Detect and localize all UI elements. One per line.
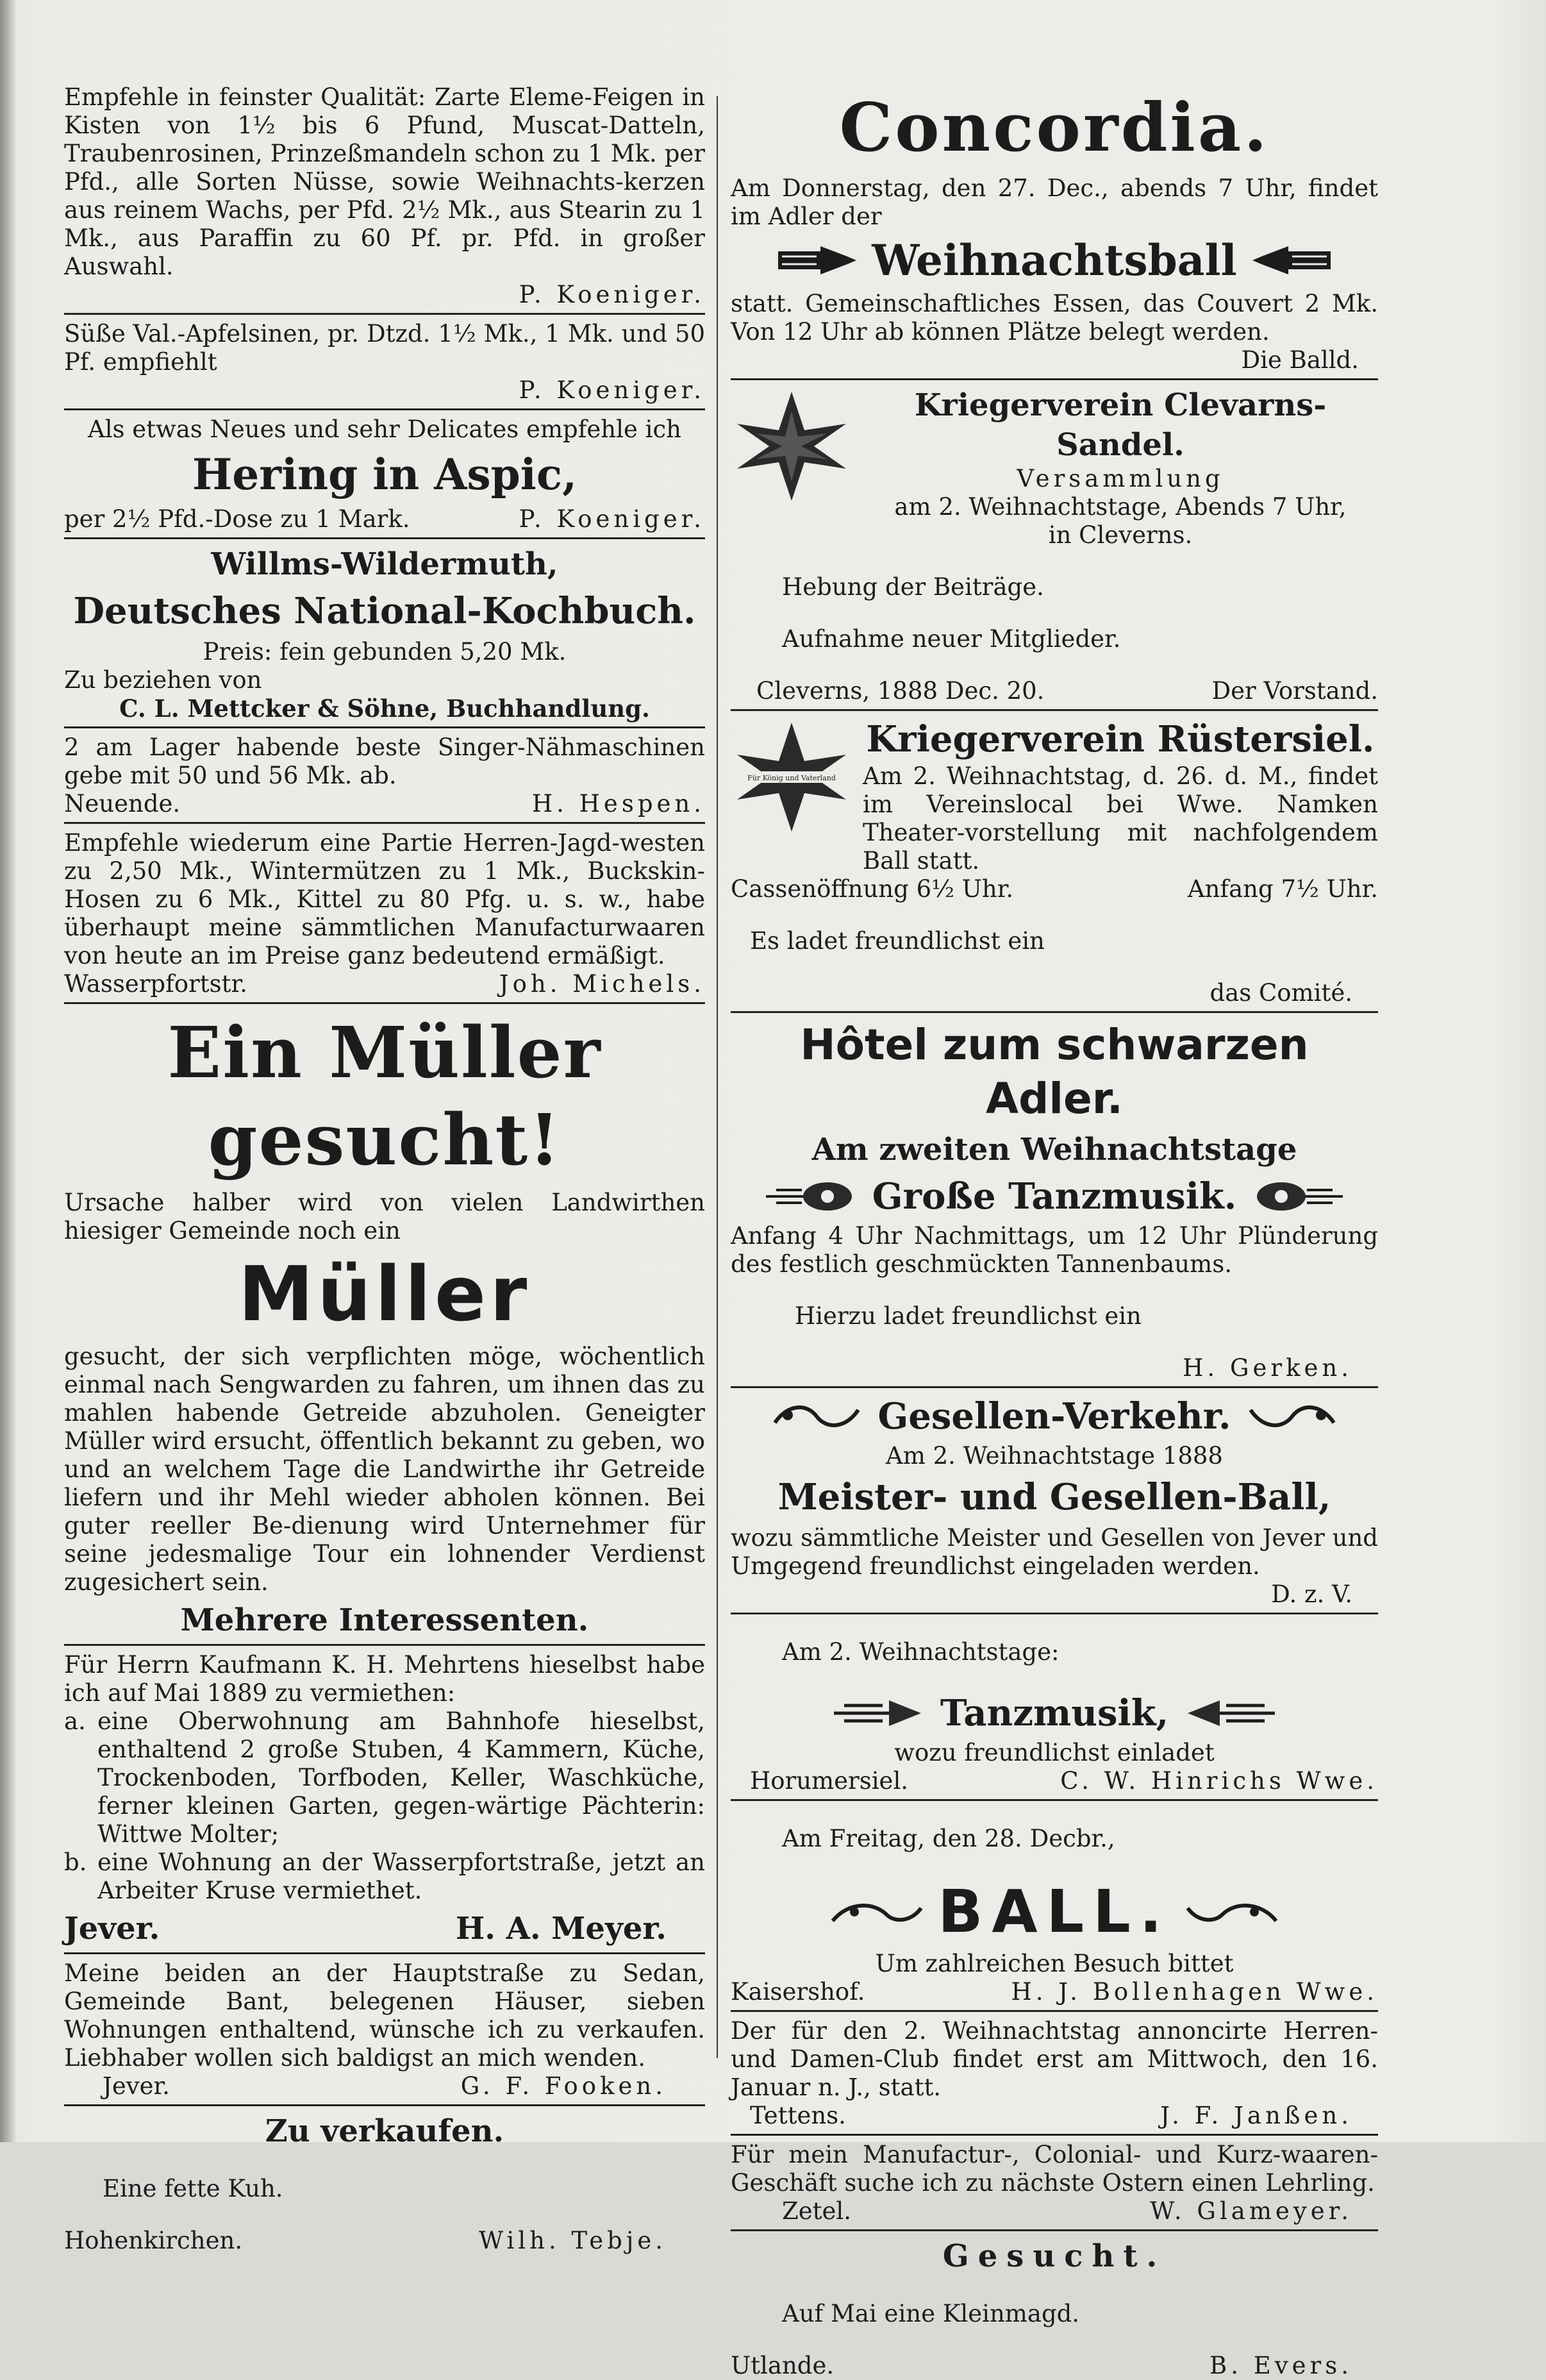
- ad-kleinmagd: [731, 2236, 1378, 2380]
- ad-lehrling-zetel: [731, 2141, 1378, 2225]
- ad-footer: [64, 2227, 705, 2255]
- ad-divider: [731, 2229, 1378, 2231]
- ad-intro: Als etwas Neues und sehr Delicates empfehle ich: [87, 415, 682, 443]
- ad-text: Am 2. Weihnachtstag, d. 26. d. M., findet im Vereinslocal bei Wwe. Namken Theater-vorstellung mit nachfolgendem Ball statt.: [863, 762, 1378, 875]
- ad-source-label: Zu beziehen von: [64, 666, 262, 694]
- ad-footer: [731, 2352, 1378, 2380]
- ad-place: Neuende.: [64, 790, 181, 817]
- ad-start: Anfang 7½ Uhr.: [1187, 875, 1378, 903]
- ad-invite: Hierzu ladet freundlichst ein: [795, 1302, 1142, 1330]
- ad-divider: [64, 408, 705, 410]
- ad-headline: Gesellen-Verkehr.: [877, 1395, 1231, 1437]
- ad-line: Versammlung: [1017, 465, 1224, 492]
- ad-divider: [64, 2104, 705, 2106]
- ad-text: Um zahlreichen Besuch bittet: [875, 1950, 1234, 1977]
- ad-signature: Der Vorstand.: [1211, 677, 1378, 705]
- ad-place: Tettens.: [750, 2102, 846, 2129]
- ad-footer: [731, 1978, 1378, 2006]
- ad-place: Jever.: [103, 2072, 170, 2100]
- ad-text: Empfehle wiederum eine Partie Herren-Jagd-westen zu 2,50 Mk., Wintermützen zu 1 Mk., Buckskin-Hosen zu 6 Mk., Kittel zu 80 Pfg. u. s. w., habe überhaupt meine sämmtlichen Manufacturwaaren von heute an im Preise ganz bedeutend ermäßigt.: [64, 829, 705, 969]
- ad-divider: [64, 822, 705, 824]
- ad-fruit-koeniger: [64, 83, 705, 309]
- ad-schwarzer-adler: [731, 1018, 1378, 1382]
- ad-kochbuch: [64, 544, 705, 723]
- scroll-ornament-right-icon: [1244, 1397, 1340, 1436]
- ad-body: [863, 385, 1378, 549]
- ad-vermiethung: [64, 1651, 705, 1948]
- scroll-ornament-right-icon: [1184, 1893, 1280, 1931]
- ad-kriegerverein-cleverns: [731, 385, 1378, 549]
- ad-signature: Joh. Michels.: [499, 970, 705, 998]
- event-row: [731, 1173, 1378, 1219]
- ad-invite: Es ladet freundlichst ein: [750, 927, 1045, 955]
- ad-headline: Gesucht.: [942, 2238, 1167, 2274]
- ad-footer: [731, 2102, 1378, 2130]
- ad-signature: J. F. Janßen.: [1160, 2102, 1352, 2129]
- ad-footer: [731, 2197, 1378, 2225]
- list-marker: b.: [64, 1848, 87, 1876]
- ad-body: [863, 716, 1378, 875]
- ad-signature: C. W. Hinrichs Wwe.: [1060, 1767, 1378, 1795]
- ad-signature: Mehrere Interessenten.: [180, 1602, 589, 1638]
- ad-signature: H. A. Meyer.: [455, 1911, 667, 1947]
- ad-divider: [64, 1952, 705, 1954]
- ad-divider: [64, 313, 705, 315]
- pointing-hand-right-icon: [776, 242, 859, 278]
- ad-haeuser-verkauf: [64, 1959, 705, 2100]
- ad-footer: [64, 1909, 705, 1948]
- ad-place: Zetel.: [782, 2197, 851, 2225]
- ornament-left-icon: [831, 1694, 927, 1732]
- ad-event: Weihnachtsball: [872, 235, 1237, 285]
- ad-text: Anfang 4 Uhr Nachmittags, um 12 Uhr Plünderung des festlich geschmückten Tannenbaums.: [731, 1222, 1378, 1278]
- ad-mueller-gesucht: [64, 1009, 705, 1640]
- ad-signature: D. z. V.: [1271, 1580, 1352, 1608]
- ad-divider: [64, 726, 705, 728]
- list-text: eine Wohnung an der Wasserpfortstraße, jetzt an Arbeiter Kruse vermiethet.: [97, 1848, 705, 1904]
- ad-text: Für mein Manufactur-, Colonial- und Kurz-waaren-Geschäft suche ich zu nächste Ostern einen Lehrling.: [731, 2141, 1378, 2197]
- ad-divider: [731, 709, 1378, 711]
- scroll-ornament-left-icon: [769, 1397, 865, 1436]
- ad-text: Am Donnerstag, den 27. Dec., abends 7 Uhr, findet im Adler der: [731, 174, 1378, 230]
- ad-times: [731, 875, 1378, 903]
- ad-intro: Für Herrn Kaufmann K. H. Mehrtens hieselbst habe ich auf Mai 1889 zu vermiethen:: [64, 1651, 705, 1707]
- ad-keyword: Müller: [238, 1250, 531, 1338]
- event-row: [731, 1690, 1378, 1736]
- ad-event: BALL.: [938, 1877, 1171, 1946]
- event-row: [731, 1877, 1378, 1947]
- ad-divider: [731, 378, 1378, 380]
- list-item: [64, 1848, 705, 1905]
- ad-tanzmusik-horumersiel: [731, 1638, 1378, 1795]
- ad-detail: per 2½ Pfd.-Dose zu 1 Mark.: [64, 505, 410, 533]
- ad-opening: Cassenöffnung 6½ Uhr.: [731, 875, 1014, 903]
- ad-headline: Kriegerverein Clevarns-Sandel.: [914, 387, 1327, 463]
- ad-place: Utlande.: [731, 2352, 835, 2379]
- column-divider: [717, 96, 718, 2058]
- ad-divider: [731, 1613, 1378, 1614]
- ad-intro: Ursache halber wird von vielen Landwirthen hiesiger Gemeinde noch ein: [64, 1189, 705, 1244]
- ad-kriegerverein-ruestersiel: [731, 716, 1378, 875]
- ad-ball-kaisershof: [731, 1825, 1378, 2006]
- ad-signature: H. Hespen.: [531, 790, 705, 817]
- ad-author: Willms-Wildermuth,: [211, 546, 558, 582]
- ad-text: Meine beiden an der Hauptstraße zu Sedan, Gemeinde Bant, belegenen Häuser, sieben Wohnungen enthaltend, wünsche ich zu verkaufen. Liebhaber wollen sich baldigst an mich wenden.: [64, 1959, 705, 2072]
- ad-divider: [731, 2010, 1378, 2012]
- ad-invite: wozu freundlichst einladet: [894, 1739, 1215, 1766]
- ad-club-tettens: [731, 2017, 1378, 2130]
- ad-text: 2 am Lager habende beste Singer-Nähmaschinen gebe mit 50 und 56 Mk. ab.: [64, 733, 705, 789]
- ad-date: Am 2. Weihnachtstage 1888: [886, 1442, 1223, 1470]
- ad-headline: Ein Müller gesucht!: [167, 1011, 602, 1181]
- ad-gesellen-verkehr: [731, 1393, 1378, 1609]
- ad-signature: Die Balld.: [1241, 346, 1359, 374]
- ad-text: Empfehle in feinster Qualität: Zarte Eleme-Feigen in Kisten von 1½ bis 6 Pfund, Muscat-Datteln, Traubenrosinen, Prinzeßmandeln schon zu 1 Mk. per Pfd., alle Sorten Nüsse, sowie Weihnachts-kerzen aus reinem Wachs, per Pfd. 2½ Mk., aus Stearin zu 1 Mk., aus Paraffin zu 60 Pf. pr. Pfd. in großer Auswahl.: [64, 83, 705, 280]
- ad-place: Jever.: [64, 1911, 160, 1947]
- ad-date: Am Freitag, den 28. Decbr.,: [782, 1825, 1115, 1852]
- ad-concordia: [731, 86, 1378, 374]
- ad-footer: [64, 790, 705, 818]
- ad-signature: das Comité.: [1209, 979, 1352, 1007]
- ad-headline: Zu verkaufen.: [265, 2113, 504, 2149]
- ad-hering-koeniger: [64, 415, 705, 533]
- ad-divider: [731, 1011, 1378, 1013]
- ad-price: Preis: fein gebunden 5,20 Mk.: [203, 638, 567, 666]
- ad-signature: P. Koeniger.: [519, 281, 705, 308]
- event-row: [731, 233, 1378, 287]
- iron-cross-icon: [731, 716, 852, 838]
- ad-place: Cleverns, 1888 Dec. 20.: [756, 677, 1045, 705]
- ad-divider: [731, 2134, 1378, 2136]
- ad-place: Kaisershof.: [731, 1978, 865, 2006]
- agenda-item: Aufnahme neuer Mitglieder.: [782, 625, 1121, 653]
- ad-divider: [64, 1644, 705, 1646]
- ad-divider: [731, 1386, 1378, 1388]
- ad-divider: [731, 1799, 1378, 1801]
- ad-place: Wasserpfortstr.: [64, 970, 247, 998]
- headline-row: [731, 1393, 1378, 1439]
- pointing-hand-left-icon: [1250, 242, 1333, 278]
- ad-publisher: C. L. Mettcker & Söhne, Buchhandlung.: [119, 694, 650, 723]
- ad-text: Eine fette Kuh.: [103, 2175, 283, 2202]
- ad-headline: Kriegerverein Rüstersiel.: [866, 718, 1375, 760]
- ad-signature: P. Koeniger.: [519, 505, 705, 533]
- ad-event: Meister- und Gesellen-Ball,: [777, 1476, 1331, 1518]
- ad-divider: [64, 537, 705, 539]
- ad-footer: [64, 505, 705, 533]
- ornament-right-icon: [1249, 1177, 1345, 1216]
- ad-signature: G. F. Fooken.: [460, 2072, 667, 2100]
- ad-event: Große Tanzmusik.: [872, 1175, 1237, 1218]
- ad-headline: Hering in Aspic,: [192, 449, 578, 499]
- ornament-left-icon: [763, 1177, 860, 1216]
- ornament-right-icon: [1181, 1694, 1277, 1732]
- ad-kuh-verkauf: [64, 2111, 705, 2255]
- ad-agenda: [731, 573, 1378, 653]
- ad-signature: B. Evers.: [1209, 2352, 1352, 2379]
- ad-line: in Cleverns.: [1048, 521, 1193, 549]
- agenda-item: Hebung der Beiträge.: [782, 573, 1044, 601]
- ad-text: Auf Mai eine Kleinmagd.: [782, 2300, 1080, 2327]
- ad-headline: Deutsches National-Kochbuch.: [73, 590, 696, 632]
- ad-headline: Hôtel zum schwarzen Adler.: [800, 1020, 1309, 1123]
- ad-signature: P. Koeniger.: [519, 376, 705, 404]
- ad-text-2: statt. Gemeinschaftliches Essen, das Couvert 2 Mk. Von 12 Uhr ab können Plätze belegt werden.: [731, 290, 1378, 346]
- ad-footer: [731, 1767, 1378, 1795]
- scroll-ornament-left-icon: [829, 1893, 925, 1931]
- ad-signature: H. J. Bollenhagen Wwe.: [1011, 1978, 1378, 2006]
- ad-place: Hohenkirchen.: [64, 2227, 243, 2254]
- ad-signature: W. Glameyer.: [1150, 2197, 1352, 2225]
- ad-sub: Am zweiten Weihnachtstage: [811, 1132, 1297, 1168]
- list-item: [64, 1707, 705, 1848]
- ad-headline: Concordia.: [839, 88, 1270, 167]
- iron-cross-icon: [731, 385, 852, 507]
- ad-text: Der für den 2. Weihnachtstag annoncirte Herren- und Damen-Club findet erst am Mittwoch, den 16. Januar n. J., statt.: [731, 2017, 1378, 2101]
- ad-oranges-koeniger: [64, 320, 705, 405]
- ad-text: gesucht, der sich verpflichten möge, wöchentlich einmal nach Sengwarden zu fahren, um ihnen das zu mahlen habende Getreide abzuholen. Geneigter Müller wird ersucht, öffentlich bekannt zu geben, wo und an welchem Tage die Landwirthe ihr Getreide liefern und ihr Mehl wieder abholen können. Bei guter reeller Be-dienung wird Unternehmer für seine jedesmalige Tour ein lohnender Verdienst zugesichert sein.: [64, 1343, 705, 1596]
- left-column: [64, 83, 705, 2255]
- ad-text: wozu sämmtliche Meister und Gesellen von Jever und Umgegend freundlichst eingeladen werden.: [731, 1524, 1378, 1580]
- ad-line: am 2. Weihnachtstage, Abends 7 Uhr,: [894, 493, 1347, 521]
- ad-date: Am 2. Weihnachtstage:: [782, 1638, 1060, 1666]
- ad-divider: [64, 1002, 705, 1004]
- right-column: [731, 83, 1378, 2380]
- ad-footer: [64, 2072, 705, 2100]
- ad-event: Tanzmusik,: [940, 1692, 1169, 1734]
- ad-footer: [731, 677, 1378, 705]
- ad-text: Süße Val.-Apfelsinen, pr. Dtzd. 1½ Mk., 1 Mk. und 50 Pf. empfiehlt: [64, 320, 705, 376]
- list-marker: a.: [64, 1707, 86, 1735]
- ad-place: Horumersiel.: [750, 1767, 909, 1795]
- ad-signature: H. Gerken.: [1183, 1354, 1352, 1382]
- ad-signature: Wilh. Tebje.: [479, 2227, 667, 2254]
- ad-jagdwesten: [64, 829, 705, 998]
- cross-motto: Für König und Vaterland: [747, 774, 836, 782]
- ad-naehmaschinen: [64, 733, 705, 818]
- list-text: eine Oberwohnung am Bahnhofe hieselbst, enthaltend 2 große Stuben, 4 Kammern, Küche, Trockenboden, Torfboden, Keller, Waschküche, ferner kleinen Garten, gegen-wärtige Pächterin: Wittwe Molter;: [97, 1707, 705, 1848]
- ad-footer: [64, 970, 705, 998]
